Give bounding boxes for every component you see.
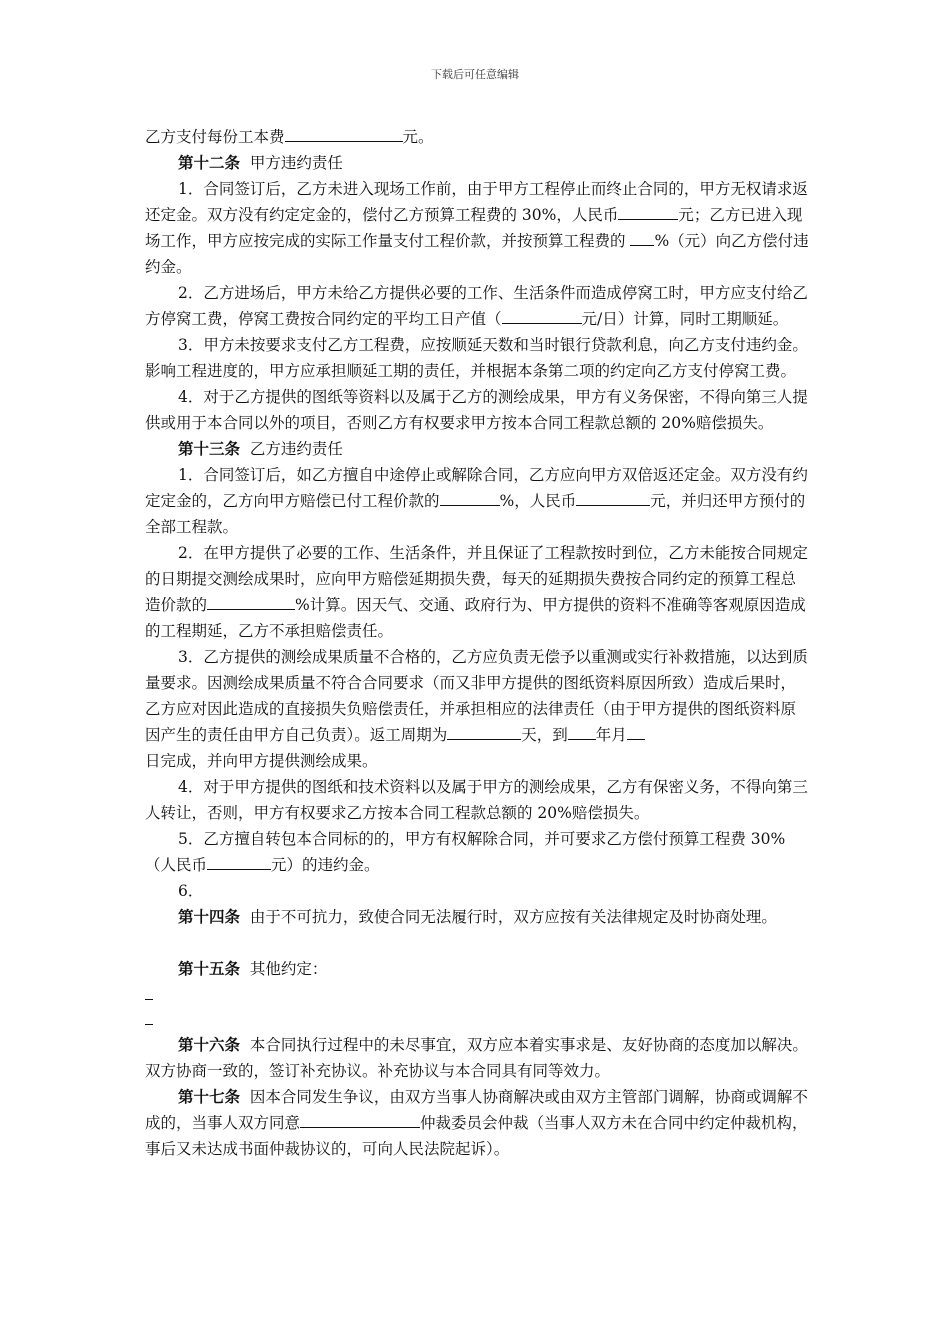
article-13-item-4: 4．对于甲方提供的图纸和技术资料以及属于甲方的测绘成果，乙方有保密义务，不得向第三人转让，否则，甲方有权要求乙方按本合同工程款总额的 20%赔偿损失。 bbox=[145, 778, 808, 822]
blank-line-1 bbox=[145, 982, 810, 1007]
article-13-item-1: 1．合同签订后，如乙方擅自中途停止或解除合同，乙方应向甲方双倍返还定金。双方没有约定定金的，乙方向甲方赔偿已付工程价款的 %，人民币 元，并归还甲方预付的全部工程款。 bbox=[145, 466, 808, 536]
article-13-item-5: 5．乙方擅自转包本合同标的的，甲方有权解除合同，并可要求乙方偿付预算工程费 30%（人民币 元）的违约金。 bbox=[145, 830, 786, 874]
document-body bbox=[145, 124, 810, 1162]
article-12-item-2: 2．乙方进场后，甲方未给乙方提供必要的工作、生活条件而造成停窝工时，甲方应支付给乙方停窝工费，停窝工费按合同约定的平均工日产值（ 元/日）计算，同时工期顺延。 bbox=[145, 284, 808, 328]
blank-field bbox=[630, 228, 654, 246]
article-12-item-1: 1．合同签订后，乙方未进入现场工作前，由于甲方工程停止而终止合同的，甲方无权请求返还定金。双方没有约定定金的，偿付乙方预算工程费的 30%，人民币 元；乙方已进入现场工作，甲方应按完成的实际工作量支付工程价款，并按预算工程费的 %（元）向乙方偿付违约金。 bbox=[145, 180, 809, 276]
article-15: 第十五条 其他约定： bbox=[178, 959, 328, 978]
article-17: 第十七条 因本合同发生争议，由双方当事人协商解决或由双方主管部门调解，协商或调解不成的，当事人双方同意 仲裁委员会仲裁（当事人双方未在合同中约定仲裁机构，事后又未达成书面仲裁协议的，可向人民法院起诉）。 bbox=[145, 1087, 808, 1158]
blank-field bbox=[207, 852, 271, 870]
article-13-item-2: 2．在甲方提供了必要的工作、生活条件，并且保证了工程款按时到位，乙方未能按合同规定的日期提交测绘成果时，应向甲方赔偿延期损失费，每天的延期损失费按合同约定的预算工程总造价款的 %计算。因天气、交通、政府行为、甲方提供的资料不准确等客观原因造成的工程期延，乙方不承担赔偿责任。 bbox=[145, 544, 808, 640]
blank-field bbox=[627, 722, 645, 740]
blank-field bbox=[618, 202, 678, 220]
article-13-item-6: 6． bbox=[178, 882, 204, 900]
article-12-item-4: 4．对于乙方提供的图纸等资料以及属于乙方的测绘成果，甲方有义务保密，不得向第三人提供或用于本合同以外的项目，否则乙方有权要求甲方按本合同工程款总额的 20%赔偿损失。 bbox=[145, 388, 808, 432]
blank-field bbox=[285, 124, 403, 142]
blank-field bbox=[447, 722, 521, 740]
spacer bbox=[145, 930, 810, 956]
blank-field bbox=[502, 306, 582, 324]
article-16: 第十六条 本合同执行过程中的未尽事宜，双方应本着实事求是、友好协商的态度加以解决。双方协商一致的，签订补充协议。补充协议与本合同具有同等效力。 bbox=[145, 1035, 808, 1080]
article-13-item-3: 3．乙方提供的测绘成果质量不合格的，乙方应负责无偿予以重测或实行补救措施，以达到质量要求。因测绘成果质量不符合合同要求（而又非甲方提供的图纸资料原因所致）造成后果时，乙方应对因此造成的直接损失负赔偿责任，并承担相应的法律责任（由于甲方提供的图纸资料原因产生的责任由甲方自己负责）。返工周期为 天，到 年月 bbox=[145, 648, 808, 744]
blank-line-2 bbox=[145, 1007, 810, 1032]
article-13-heading: 第十三条 乙方违约责任 bbox=[178, 439, 343, 458]
blank-field bbox=[568, 722, 596, 740]
blank-field bbox=[300, 1110, 420, 1128]
article-12-item-3: 3．甲方未按要求支付乙方工程费，应按顺延天数和当时银行贷款利息，向乙方支付违约金。影响工程进度的，甲方应承担顺延工期的责任，并根据本条第二项的约定向乙方支付停窝工费。 bbox=[145, 336, 808, 380]
blank-field bbox=[576, 488, 650, 506]
blank-field bbox=[440, 488, 500, 506]
article-12-heading: 第十二条 甲方违约责任 bbox=[178, 153, 343, 172]
article-14: 第十四条 由于不可抗力，致使合同无法履行时，双方应按有关法律规定及时协商处理。 bbox=[178, 907, 777, 926]
blank-field bbox=[207, 592, 295, 610]
page-header: 下载后可任意编辑 bbox=[431, 68, 519, 81]
article-13-item-3-continued: 日完成，并向甲方提供测绘成果。 bbox=[145, 752, 378, 770]
fee-line: 乙方支付每份工本费 元。 bbox=[145, 124, 810, 150]
